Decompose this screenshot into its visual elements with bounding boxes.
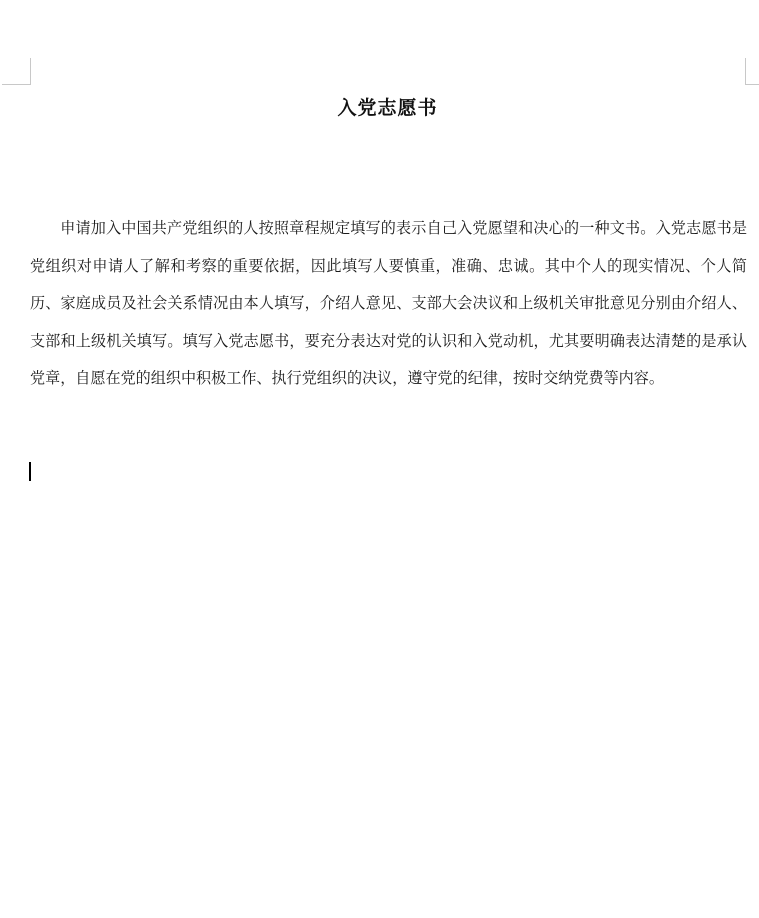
document-title[interactable]: 入党志愿书: [337, 97, 438, 119]
page-corner-mark-top-right: [745, 58, 759, 85]
text-cursor: [29, 462, 31, 481]
page-corner-mark-top-left: [2, 58, 31, 85]
document-body-paragraph[interactable]: 申请加入中国共产党组织的人按照章程规定填写的表示自己入党愿望和决心的一种文书。入党志愿书是党组织对申请人了解和考察的重要依据，因此填写人要慎重，准确、忠诚。其中个人的现实情况、个人简历、家庭成员及社会关系情况由本人填写，介绍人意见、支部大会决议和上级机关审批意见分别由介绍人、支部和上级机关填写。填写入党志愿书，要充分表达对党的认识和入党动机，尤其要明确表达清楚的是承认党章，自愿在党的组织中积极工作、执行党组织的决议，遵守党的纪律，按时交纳党费等内容。: [30, 219, 747, 387]
